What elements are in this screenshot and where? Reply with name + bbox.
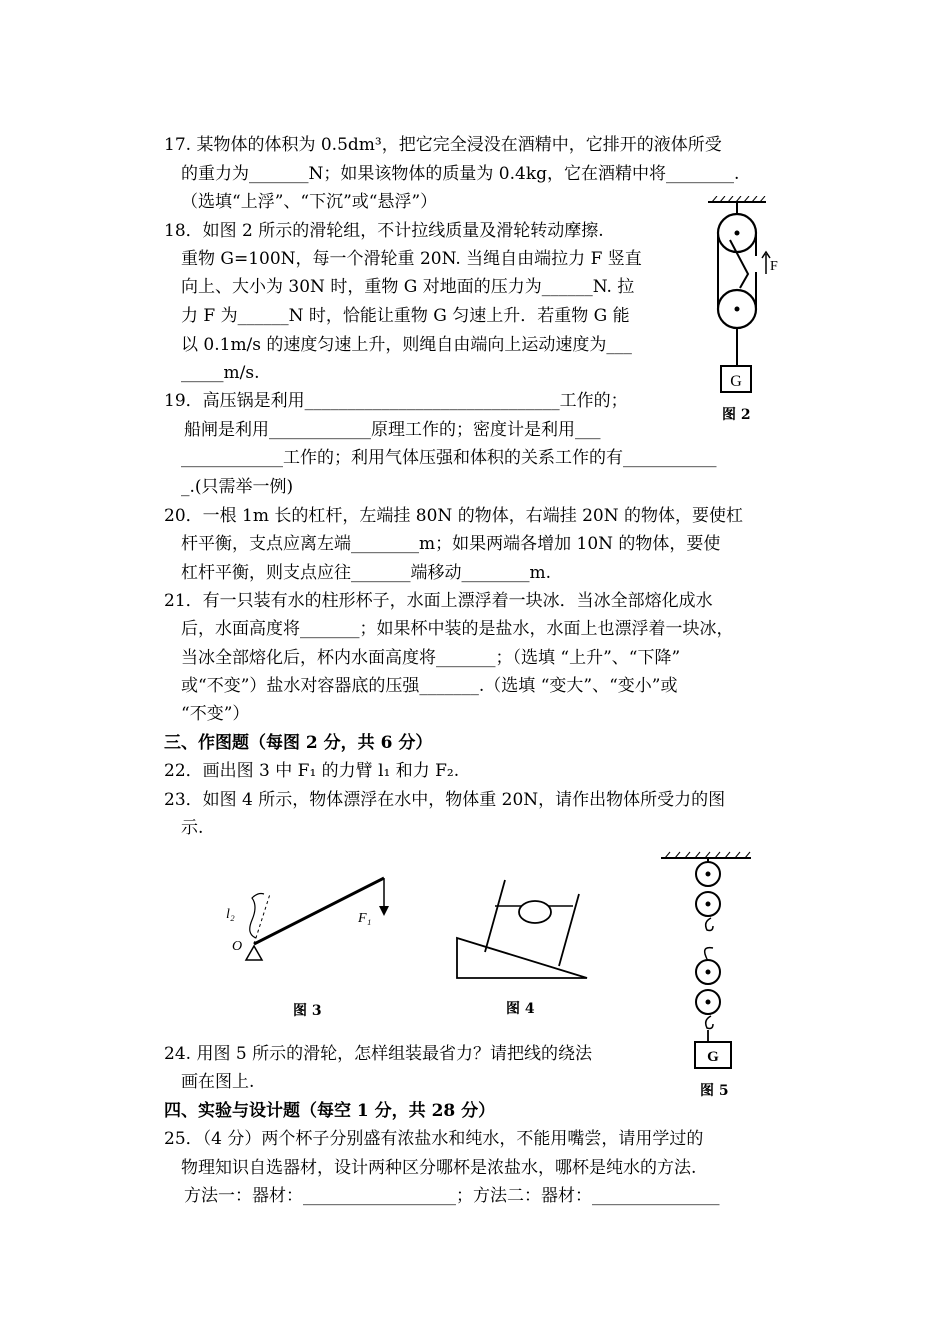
section-3-heading: 三、作图题（每图 2 分，共 6 分） [164, 733, 433, 753]
figure-2-weight-label: G [730, 373, 742, 390]
figure-2-pulley-system [700, 196, 780, 406]
q18-line-1: 18．如图 2 所示的滑轮组，不计拉线质量及滑轮转动摩擦. [164, 221, 604, 241]
q18-line-6: _____m/s. [181, 363, 260, 383]
q18-line-2: 重物 G=100N，每一个滑轮重 20N. 当绳自由端拉力 F 竖直 [181, 249, 642, 269]
figure-4-floating-object [455, 872, 595, 984]
q19-line-4: _.(只需举一例) [181, 477, 294, 497]
q20-line-2: 杆平衡，支点应离左端________m；如果两端各增加 10N 的物体，要使 [181, 534, 721, 554]
q20-line-3: 杠杆平衡，则支点应往_______端移动________m. [181, 563, 552, 583]
figure-5-pulleys [655, 846, 765, 1076]
figure-3-pivot-label: O [232, 939, 243, 954]
figure-2-force-label: F [770, 259, 778, 274]
q25-line-1: 25．（4 分）两个杯子分别盛有浓盐水和纯水，不能用嘴尝，请用学过的 [164, 1129, 704, 1149]
q24-line-2: 画在图上. [181, 1072, 255, 1092]
section-4-heading: 四、实验与设计题（每空 1 分，共 28 分） [164, 1101, 496, 1121]
q19-line-1: 19．高压锅是利用______________________________工作的； [164, 391, 628, 411]
figure-3-lever [220, 868, 400, 973]
figure-5-caption: 图 5 [700, 1083, 729, 1099]
figure-3-l2-label: l₂ [226, 907, 235, 922]
q25-line-3: 方法一：器材：__________________；方法二：器材：_______________ [184, 1186, 720, 1206]
q21-line-2: 后，水面高度将_______；如果杯中装的是盐水，水面上也漂浮着一块冰， [181, 619, 734, 639]
q19-line-3: ____________工作的；利用气体压强和体积的关系工作的有___________ [181, 448, 717, 468]
q21-line-3: 当冰全部熔化后，杯内水面高度将_______；（选填 “上升”、“下降” [181, 648, 681, 668]
figure-5-weight-label: G [707, 1049, 719, 1065]
q20-line-1: 20．一根 1m 长的杠杆，左端挂 80N 的物体，右端挂 20N 的物体，要使杠 [164, 506, 744, 526]
q22-line-1: 22．画出图 3 中 F₁ 的力臂 l₁ 和力 F₂. [164, 761, 460, 781]
q17-line-3: （选填“上浮”、“下沉”或“悬浮”） [181, 192, 438, 212]
q23-line-2: 示. [181, 818, 204, 838]
q19-line-2: 船闸是利用____________原理工作的；密度计是利用___ [184, 420, 601, 440]
figure-4-caption: 图 4 [506, 1001, 535, 1017]
q21-line-1: 21．有一只装有水的柱形杯子，水面上漂浮着一块冰．当冰全部熔化成水 [164, 591, 713, 611]
figure-2-caption: 图 2 [722, 407, 751, 423]
q24-line-1: 24. 用图 5 所示的滑轮，怎样组装最省力？请把线的绕法 [164, 1044, 593, 1064]
q21-line-4: 或“不变”）盐水对容器底的压强_______.（选填 “变大”、“变小”或 [181, 676, 678, 696]
q25-line-2: 物理知识自选器材，设计两种区分哪杯是浓盐水，哪杯是纯水的方法. [181, 1158, 697, 1178]
q17-line-1: 17. 某物体的体积为 0.5dm³，把它完全浸没在酒精中，它排开的液体所受 [164, 135, 722, 155]
figure-3-f1-label: F₁ [358, 911, 372, 926]
q18-line-3: 向上、大小为 30N 时，重物 G 对地面的压力为______N. 拉 [181, 277, 635, 297]
figure-3-caption: 图 3 [293, 1003, 322, 1019]
q21-line-5: “不变”） [181, 704, 250, 724]
q23-line-1: 23．如图 4 所示，物体漂浮在水中，物体重 20N，请作出物体所受力的图 [164, 790, 726, 810]
q18-line-5: 以 0.1m/s 的速度匀速上升，则绳自由端向上运动速度为___ [181, 335, 632, 355]
q17-line-2: 的重力为_______N；如果该物体的质量为 0.4kg，它在酒精中将________. [181, 164, 740, 184]
q18-line-4: 力 F 为______N 时，恰能让重物 G 匀速上升．若重物 G 能 [181, 306, 630, 326]
